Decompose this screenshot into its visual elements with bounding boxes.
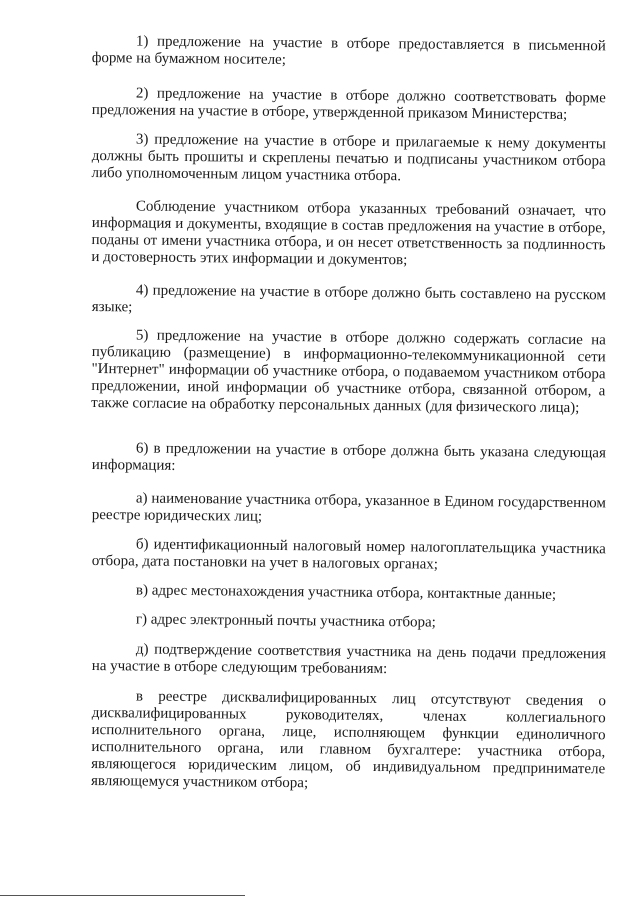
- subitem-a: а) наименование участника отбора, указанное в Едином государственном реестре юридических лиц;: [91, 490, 606, 525]
- subitem-g: г) адрес электронный почты участника отбора;: [135, 611, 436, 631]
- footnote-divider: [0, 895, 245, 896]
- subitem-d: д) подтверждение соответствия участника на день подачи предложения на участие в отборе следующим требованиям:: [91, 641, 606, 678]
- paragraph-compliance: Соблюдение участником отбора указанных требований означает, что информация и документы, входящие в состав предложения на участие в отборе, поданы от имени участника отбора, и он несет ответственность за подлинность и достоверность этих информации и документов;: [91, 198, 606, 269]
- paragraph-item-3: 3) предложение на участие в отборе и прилагаемые к нему документы должны быть прошиты и скреплены печатью и подписаны участником отбора либо уполномоченным лицом участника отбора.: [91, 131, 606, 185]
- paragraph-item-2: 2) предложение на участие в отборе должно соответствовать форме предложения на участие в отборе, утвержденной приказом Министерства;: [91, 85, 606, 123]
- paragraph-item-5: 5) предложение на участие в отборе должно содержать согласие на публикацию (размещение) в информационно-телекоммуникационной сети "Интернет" информации об участнике отбора, о подаваемом участником отбора предложении, иной информации об участнике отбора, связанной отбором, а также согласие на обработку персональных данных (для физического лица);: [91, 327, 606, 417]
- subitem-b: б) идентификационный налоговый номер налогоплательщика участника отбора, дата постановки на учет в налоговых органах;: [91, 536, 606, 573]
- paragraph-item-1: 1) предложение на участие в отборе предоставляется в письменной форме на бумажном носителе;: [91, 33, 606, 69]
- paragraph-item-6: 6) в предложении на участие в отборе должна быть указана следующая информация:: [91, 440, 606, 474]
- subitem-v: в) адрес местонахождения участника отбора, контактные данные;: [135, 582, 557, 603]
- paragraph-item-4: 4) предложение на участие в отборе должно быть составлено на русском языке;: [91, 282, 606, 316]
- requirement-disqualified-registry: в реестре дисквалифицированных лиц отсутствуют сведения о дисквалифицированных руководителях, членах коллегиального исполнительного органа, лице, исполняющем функции единоличного исполнительного органа, или главном бухгалтере: участника отбора, являющегося юридическим лицом, об индивидуальном предпринимателе являющемуся участником отбора;: [90, 688, 606, 792]
